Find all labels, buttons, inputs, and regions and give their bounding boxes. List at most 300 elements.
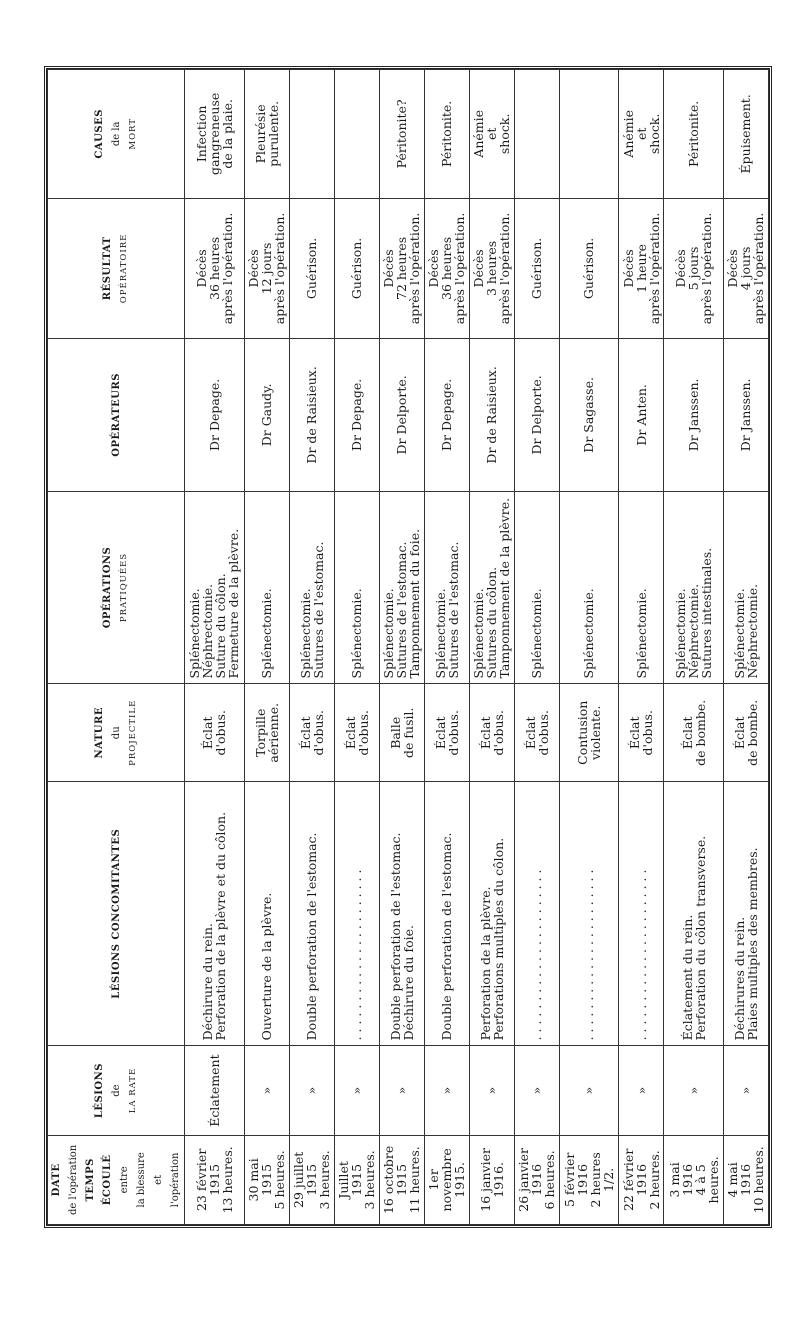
cell-date: [469, 1135, 514, 1224]
cell-operateur: [664, 339, 724, 491]
cell-nature-projectile-line: d'obus.: [310, 710, 326, 756]
cell-nature-projectile-line: d'obus.: [213, 710, 229, 756]
cell-nature-projectile: [185, 684, 245, 782]
cell-causes-line: Péritonite.: [686, 100, 702, 167]
cell-resultat: [723, 198, 768, 339]
header-line: LA RATE: [127, 1067, 138, 1114]
cell-nature-projectile-line: de bombe.: [744, 699, 760, 766]
cell-operations-line: Splénectomie.: [432, 588, 448, 679]
cell-operations-line: Néphrectomie.: [686, 583, 702, 679]
cell-causes: [185, 70, 245, 199]
cell-causes-line: de la plaie.: [219, 99, 235, 169]
cell-operateur-line: Dr de Raisieux.: [484, 366, 500, 464]
table-row: [664, 70, 724, 1225]
table-row: [334, 70, 379, 1225]
header-line: de: [110, 1084, 122, 1097]
cell-lesions-rate: [379, 1046, 424, 1135]
header-line: NATURE: [93, 707, 105, 759]
cell-lesions-concomitantes-line: Plaies multiples des membres.: [744, 847, 760, 1041]
cell-causes-line: shock.: [646, 113, 662, 155]
cell-date-line: 26 janvier: [516, 1148, 532, 1212]
cell-lesions-rate: [469, 1046, 514, 1135]
header-line: OPÉRATOIRE: [119, 233, 129, 304]
cell-date-line: 11 heures.: [407, 1146, 423, 1214]
cell-operateur: [619, 339, 664, 491]
cell-lesions-concomitantes-line: Perforation du côlon transverse.: [692, 835, 708, 1041]
cell-date: [424, 1135, 469, 1224]
header-line: CAUSES: [93, 109, 105, 159]
cell-operateur: [514, 339, 559, 491]
cell-date-line: 1916: [679, 1163, 695, 1196]
cell-resultat-line: après l'opération.: [646, 212, 662, 325]
cell-operations: [244, 491, 289, 684]
cell-date: [723, 1135, 768, 1224]
cell-date-line: 16 octobre: [381, 1145, 397, 1215]
cell-operateur: [289, 339, 334, 491]
cell-operations-line: Splénectomie.: [259, 588, 275, 679]
table-row: [619, 70, 664, 1225]
cell-operateur: [424, 339, 469, 491]
cases-table: [47, 69, 769, 1225]
cell-operateur-line: Dr Anten.: [633, 384, 649, 446]
header-nature-projectile: [48, 684, 185, 782]
cell-nature-projectile-line: d'obus.: [445, 710, 461, 756]
cell-operations-line: Splénectomie.: [471, 588, 487, 679]
cell-operations-line: Tamponnement de la plèvre.: [497, 497, 513, 679]
cell-lesions-rate-line: »: [529, 1086, 545, 1095]
cell-lesions-concomitantes-line: . . . . . . . . . . . . . . . . . . . . . .: [633, 869, 649, 1041]
cell-causes-line: shock.: [497, 113, 513, 155]
cell-operations-line: Splénectomie.: [297, 588, 313, 679]
cell-date-line: 6 heures.: [542, 1150, 558, 1210]
cell-lesions-rate: [619, 1046, 664, 1135]
cell-operations-line: Sutures de l'estomac.: [310, 541, 326, 679]
cell-operations-line: Splénectomie.: [349, 588, 365, 679]
cell-lesions-concomitantes: [514, 782, 559, 1046]
cell-nature-projectile-line: Torpille: [252, 708, 268, 757]
cell-nature-projectile-line: Éclat: [432, 716, 448, 750]
table-row: [185, 70, 245, 1225]
cell-nature-projectile-line: d'obus.: [490, 710, 506, 756]
header-line: PROJECTILE: [127, 699, 138, 766]
cell-operateur-line: Dr Gaudy.: [259, 383, 275, 447]
cell-resultat-line: Décès: [471, 249, 487, 288]
cell-operateur: [379, 339, 424, 491]
cell-date: [289, 1135, 334, 1224]
table-row: [469, 70, 514, 1225]
cell-date-line: 13 heures.: [219, 1146, 235, 1214]
cell-resultat-line: 72 heures: [394, 236, 410, 300]
cell-resultat: [185, 198, 245, 339]
header-line: TEMPS ÉCOULÉ: [85, 1154, 113, 1206]
header-line: PRATIQUÉES: [119, 552, 129, 623]
cell-date-line: 1915.: [452, 1161, 468, 1198]
cell-causes-line: Pleurésie: [252, 104, 268, 164]
cell-lesions-rate-line: Éclatement: [206, 1054, 222, 1127]
cell-date-line: 3 heures.: [317, 1150, 333, 1210]
cell-nature-projectile-line: de fusil.: [400, 707, 416, 758]
cell-resultat-line: 36 heures: [439, 236, 455, 300]
cell-lesions-concomitantes: [424, 782, 469, 1046]
cell-causes-line: et: [484, 127, 500, 141]
header-line: la blessure: [136, 1152, 147, 1208]
cell-resultat: [379, 198, 424, 339]
cell-resultat-line: Décès: [673, 249, 689, 288]
cell-lesions-concomitantes: [379, 782, 424, 1046]
cell-lesions-rate-line: »: [738, 1086, 754, 1095]
cell-operations-line: Splénectomie.: [731, 588, 747, 679]
cell-lesions-rate-line: »: [484, 1086, 500, 1095]
cell-operateur-line: Dr Depage.: [439, 378, 455, 451]
cell-operations: [379, 491, 424, 684]
cell-date-line: 1915: [206, 1163, 222, 1196]
cell-resultat: [334, 198, 379, 339]
cell-operateur: [244, 339, 289, 491]
cell-date-line: 1915: [349, 1163, 365, 1196]
header-line: de l'opération: [68, 1144, 79, 1215]
cell-resultat-line: Décès: [725, 249, 741, 288]
cell-nature-projectile-line: violente.: [587, 705, 603, 760]
header-resultat: [48, 198, 185, 339]
cell-operateur: [723, 339, 768, 491]
cell-resultat-line: Décès: [193, 249, 209, 288]
header-causes: [48, 70, 185, 199]
header-date: [48, 1135, 185, 1224]
header-line: du: [110, 726, 122, 740]
cell-lesions-concomitantes: [469, 782, 514, 1046]
cell-date-line: 3 mai: [666, 1162, 682, 1198]
table-row: [244, 70, 289, 1225]
cell-lesions-concomitantes-line: Double perforation de l'estomac.: [387, 832, 403, 1041]
cell-date: [514, 1135, 559, 1224]
cell-date-line: 5 février: [561, 1152, 577, 1208]
cell-causes: [723, 70, 768, 199]
cell-lesions-concomitantes-line: Déchirures du rein.: [731, 916, 747, 1041]
cell-nature-projectile-line: Éclat: [627, 716, 643, 750]
cell-operateur-line: Dr Delporte.: [394, 375, 410, 455]
table-row: [723, 70, 768, 1225]
cell-date-line: 1915: [304, 1163, 320, 1196]
cell-lesions-rate-line: »: [394, 1086, 410, 1095]
cell-resultat-line: Guérison.: [529, 237, 545, 300]
cell-resultat-line: 4 jours: [738, 246, 754, 291]
header-operations: [48, 491, 185, 684]
cell-operations: [723, 491, 768, 684]
cell-resultat-line: après l'opération.: [452, 212, 468, 325]
cell-nature-projectile: [514, 684, 559, 782]
cell-nature-projectile-line: Éclat: [522, 716, 538, 750]
cell-operations-line: Sutures de l'estomac.: [394, 541, 410, 679]
cell-date: [379, 1135, 424, 1224]
cell-lesions-concomitantes: [559, 782, 619, 1046]
cell-nature-projectile: [424, 684, 469, 782]
cell-operations-line: Fermeture de la plèvre.: [226, 528, 242, 679]
cell-causes: [664, 70, 724, 199]
header-line: de la: [110, 121, 122, 147]
cell-resultat-line: 36 heures: [206, 236, 222, 300]
cell-date: [664, 1135, 724, 1224]
cell-lesions-rate: [289, 1046, 334, 1135]
cell-date-line: Juillet: [336, 1161, 352, 1199]
cell-lesions-rate-line: »: [581, 1086, 597, 1095]
cell-nature-projectile: [619, 684, 664, 782]
cell-operateur-line: Dr Delporte.: [529, 375, 545, 455]
cell-date-line: 30 mai: [246, 1158, 262, 1202]
cell-lesions-concomitantes-line: Ouverture de la plèvre.: [259, 892, 275, 1041]
cell-causes: [244, 70, 289, 199]
cell-operations-line: Néphrectomie.: [200, 583, 216, 679]
cell-resultat-line: Décès: [246, 249, 262, 288]
cell-date-line: 1er novembre: [426, 1148, 455, 1212]
cell-resultat-line: Guérison.: [304, 237, 320, 300]
header-line: DATE: [51, 1163, 62, 1197]
cell-date: [244, 1135, 289, 1224]
cell-resultat: [514, 198, 559, 339]
cell-lesions-concomitantes-line: Double perforation de l'estomac.: [439, 832, 455, 1041]
cell-resultat-line: après l'opération.: [497, 212, 513, 325]
cell-causes: [379, 70, 424, 199]
cell-causes-line: Anémie: [471, 109, 487, 158]
header-line: RÉSULTAT: [102, 236, 113, 301]
cell-operations: [469, 491, 514, 684]
cell-lesions-concomitantes-line: . . . . . . . . . . . . . . . . . . . . . .: [349, 869, 365, 1041]
cell-operations-line: Tamponnement du foie.: [407, 528, 423, 679]
rotated-table-container: [47, 69, 769, 1225]
cell-date-line: 10 heures.: [751, 1146, 767, 1214]
cell-date-line: 4 à 5 heures.: [692, 1156, 721, 1204]
cell-resultat-line: 1 heure: [633, 244, 649, 293]
cell-lesions-concomitantes: [664, 782, 724, 1046]
cell-causes: [559, 70, 619, 199]
table-body: [185, 70, 769, 1225]
cell-operations-line: Splénectomie.: [633, 588, 649, 679]
cell-lesions-rate-line: »: [304, 1086, 320, 1095]
cell-operations: [664, 491, 724, 684]
cell-date-line: 2 heures.: [646, 1150, 662, 1210]
cell-lesions-rate-line: »: [259, 1086, 275, 1095]
cell-operateur: [559, 339, 619, 491]
cell-lesions-concomitantes: [334, 782, 379, 1046]
cell-causes-line: purulente.: [265, 100, 281, 167]
cell-resultat: [619, 198, 664, 339]
cell-lesions-concomitantes: [619, 782, 664, 1046]
cell-operateur: [334, 339, 379, 491]
cell-resultat-line: après l'opération.: [272, 212, 288, 325]
cell-lesions-concomitantes-line: Perforations multiples du côlon.: [490, 837, 506, 1041]
cell-resultat-line: 3 heures: [484, 240, 500, 297]
cell-causes: [469, 70, 514, 199]
cell-causes-line: Épuisement.: [738, 94, 754, 174]
cell-date-line: 1916: [574, 1163, 590, 1196]
cell-date-line: 16 janvier: [477, 1148, 493, 1212]
cell-lesions-concomitantes-line: Double perforation de l'estomac.: [304, 832, 320, 1041]
header-line: l'opération: [170, 1152, 181, 1208]
header-row: [48, 70, 185, 1225]
cell-nature-projectile: [469, 684, 514, 782]
cell-causes-line: Infection: [193, 105, 209, 163]
cell-resultat: [469, 198, 514, 339]
cell-operations-line: Sutures intestinales.: [699, 547, 715, 679]
table-row: [289, 70, 334, 1225]
cell-nature-projectile-line: d'obus.: [355, 710, 371, 756]
cell-resultat-line: après l'opération.: [407, 212, 423, 325]
cell-nature-projectile: [379, 684, 424, 782]
cell-operations: [559, 491, 619, 684]
header-lesions-concomitantes: [48, 782, 185, 1046]
cell-nature-projectile: [244, 684, 289, 782]
header-line: LÉSIONS: [93, 1062, 105, 1119]
cell-operations-line: Splénectomie.: [673, 588, 689, 679]
cell-date: [619, 1135, 664, 1224]
header-line: LÉSIONS CONCOMITANTES: [110, 828, 122, 999]
cell-date-line: 1916.: [490, 1161, 506, 1198]
table-frame: [44, 66, 772, 1228]
cell-resultat: [424, 198, 469, 339]
table-row: [379, 70, 424, 1225]
cell-resultat-line: après l'opération.: [699, 212, 715, 325]
cell-nature-projectile: [559, 684, 619, 782]
cell-date-line: 3 heures.: [362, 1150, 378, 1210]
cell-causes: [334, 70, 379, 199]
cell-nature-projectile: [334, 684, 379, 782]
cell-operations-line: Splénectomie.: [381, 588, 397, 679]
cell-nature-projectile-line: d'obus.: [640, 710, 656, 756]
cell-date-line: 1915: [259, 1163, 275, 1196]
cell-lesions-rate-line: »: [439, 1086, 455, 1095]
cell-date-line: 1916: [633, 1163, 649, 1196]
cell-lesions-concomitantes-line: Perforation de la plèvre et du côlon.: [213, 811, 229, 1041]
cell-nature-projectile-line: Éclat: [342, 716, 358, 750]
cell-resultat: [289, 198, 334, 339]
cell-date-line: 1915: [394, 1163, 410, 1196]
cell-operations-line: Splénectomie.: [529, 588, 545, 679]
cell-date: [559, 1135, 619, 1224]
cell-date: [334, 1135, 379, 1224]
cell-resultat-line: après l'opération.: [751, 212, 767, 325]
cell-causes-line: Péritonite.: [439, 100, 455, 167]
cell-lesions-rate: [185, 1046, 245, 1135]
cell-resultat-line: Décès: [620, 249, 636, 288]
cell-resultat: [664, 198, 724, 339]
cell-nature-projectile-line: Balle: [387, 716, 403, 749]
cell-operations: [289, 491, 334, 684]
cell-lesions-rate-line: »: [633, 1086, 649, 1095]
cell-lesions-concomitantes-line: . . . . . . . . . . . . . . . . . . . . . .: [529, 869, 545, 1041]
cell-resultat-line: Décès: [381, 249, 397, 288]
cell-operations: [185, 491, 245, 684]
cell-causes-line: Anémie: [620, 109, 636, 158]
cell-causes: [289, 70, 334, 199]
cell-date-line: 29 juillet: [291, 1151, 307, 1208]
cell-lesions-concomitantes: [723, 782, 768, 1046]
cell-causes: [424, 70, 469, 199]
cell-operateur-line: Dr Janssen.: [686, 378, 702, 452]
cell-resultat: [559, 198, 619, 339]
table-row: [559, 70, 619, 1225]
cell-operations: [334, 491, 379, 684]
cell-operations: [514, 491, 559, 684]
cell-date-line: 5 heures.: [272, 1150, 288, 1210]
cell-causes: [619, 70, 664, 199]
cell-operations: [424, 491, 469, 684]
cell-causes-line: et: [633, 127, 649, 141]
header-line: OPÉRATIONS: [102, 546, 113, 629]
cell-lesions-concomitantes-line: . . . . . . . . . . . . . . . . . . . . . .: [581, 869, 597, 1041]
cell-operateur-line: Dr Depage.: [349, 378, 365, 451]
cell-nature-projectile-line: Contusion: [574, 700, 590, 765]
cell-lesions-rate: [244, 1046, 289, 1135]
cell-nature-projectile-line: de bombe.: [692, 699, 708, 766]
cell-lesions-rate: [664, 1046, 724, 1135]
table-row: [424, 70, 469, 1225]
cell-lesions-concomitantes-line: Déchirure du rein.: [200, 923, 216, 1041]
cell-lesions-concomitantes: [289, 782, 334, 1046]
cell-resultat-line: après l'opération.: [219, 212, 235, 325]
cell-lesions-rate: [424, 1046, 469, 1135]
cell-resultat-line: Guérison.: [581, 237, 597, 300]
cell-nature-projectile-line: Éclat: [679, 716, 695, 750]
header-lesions-rate: [48, 1046, 185, 1135]
cell-date: [185, 1135, 245, 1224]
cell-lesions-rate-line: »: [349, 1086, 365, 1095]
cell-date-line: 4 mai: [725, 1162, 741, 1198]
cell-operateur-line: Dr de Raisieux.: [304, 366, 320, 464]
header-line: entre: [119, 1166, 130, 1194]
cell-operations-line: Sutures du côlon.: [484, 566, 500, 679]
cell-operateur: [185, 339, 245, 491]
cell-nature-projectile-line: Éclat: [297, 716, 313, 750]
cell-lesions-rate: [723, 1046, 768, 1135]
cell-lesions-concomitantes: [185, 782, 245, 1046]
cell-operateur: [469, 339, 514, 491]
cell-nature-projectile: [723, 684, 768, 782]
cell-date-line: 2 heures 1/2.: [587, 1152, 616, 1208]
cell-operations-line: Sutures de l'estomac.: [445, 541, 461, 679]
cell-lesions-concomitantes-line: Déchirure du foie.: [400, 925, 416, 1041]
cell-lesions-rate: [559, 1046, 619, 1135]
header-line: MORT: [127, 118, 138, 150]
cell-nature-projectile-line: Éclat: [731, 716, 747, 750]
cell-date-line: 1916: [529, 1163, 545, 1196]
header-operateurs: [48, 339, 185, 491]
cell-operateur-line: Dr Janssen.: [738, 378, 754, 452]
cell-lesions-concomitantes-line: Perforation de la plèvre.: [477, 886, 493, 1041]
cell-resultat-line: Guérison.: [349, 237, 365, 300]
cell-resultat: [244, 198, 289, 339]
cell-lesions-concomitantes: [244, 782, 289, 1046]
cell-lesions-rate: [514, 1046, 559, 1135]
cell-date-line: 1916: [738, 1163, 754, 1196]
cell-lesions-rate: [334, 1046, 379, 1135]
cell-causes-line: gangreneuse: [206, 92, 222, 175]
cell-causes-line: Péritonite?: [394, 99, 410, 169]
cell-nature-projectile-line: d'obus.: [535, 710, 551, 756]
cell-resultat-line: Décès: [426, 249, 442, 288]
cell-nature-projectile-line: aérienne.: [265, 702, 281, 763]
cell-operateur-line: Dr Sagasse.: [581, 377, 597, 453]
cell-causes: [514, 70, 559, 199]
cell-operations-line: Néphrectomie.: [744, 583, 760, 679]
cell-lesions-rate-line: »: [686, 1086, 702, 1095]
header-line: OPÉRATEURS: [110, 373, 122, 457]
cell-resultat-line: 12 jours: [259, 242, 275, 295]
cell-lesions-concomitantes-line: Éclatement du rein.: [679, 914, 695, 1041]
cell-date-line: 23 février: [193, 1148, 209, 1212]
cell-operations-line: Splénectomie.: [187, 588, 203, 679]
cell-nature-projectile-line: Éclat: [477, 716, 493, 750]
cell-resultat-line: 5 jours: [686, 246, 702, 291]
header-line: et: [153, 1174, 164, 1185]
